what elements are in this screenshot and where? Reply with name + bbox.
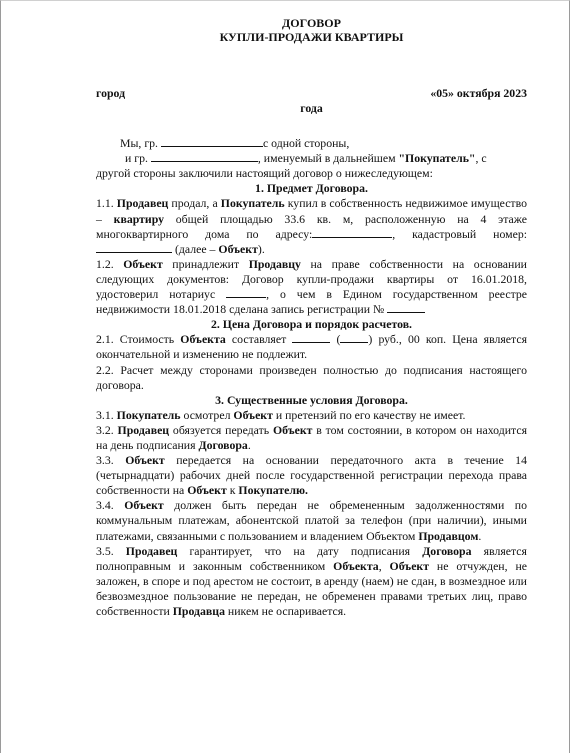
- clause-text: гарантирует, что на дату подписания: [177, 543, 423, 558]
- clause-bold: квартиру: [113, 211, 165, 226]
- contract-document: [96, 16, 527, 619]
- clause-1-2: [96, 257, 527, 317]
- address-blank: [312, 227, 392, 238]
- clause-text: 3.4.: [96, 498, 125, 513]
- clause-bold: Объект: [125, 453, 165, 468]
- clause-3-2: [96, 423, 527, 453]
- cadastral-number-blank: [96, 242, 172, 253]
- clause-text: , кадастровый номер:: [392, 226, 528, 241]
- clause-bold: Объект: [124, 498, 164, 513]
- clause-text: (: [330, 332, 341, 347]
- clause-text: ) руб., 00 коп. Цена является окончательной и изменению не подлежит.: [96, 332, 528, 362]
- clause-3-3: [96, 453, 527, 498]
- clause-bold: Договора: [422, 543, 472, 558]
- clause-text: (далее –: [172, 241, 219, 256]
- clause-text: 3.1.: [96, 407, 117, 422]
- clause-bold: Объект: [233, 407, 273, 422]
- clause-bold: Продавцом: [418, 528, 479, 543]
- clause-2-2: 2.2. Расчет между сторонами произведен полностью до подписания настоящего договора.: [96, 362, 527, 392]
- clause-3-5: [96, 544, 527, 619]
- buyer-name-blank: [151, 151, 258, 162]
- clause-text: в том состоянии, в котором он находится на день подписания: [96, 422, 528, 452]
- section-3-heading: 3. Существенные условия Договора.: [215, 392, 408, 407]
- intro-text: и гр.: [125, 151, 148, 166]
- price-words-blank: [340, 332, 368, 343]
- clause-bold: Покупатель: [116, 407, 181, 422]
- section-2-heading: 2. Цена Договора и порядок расчетов.: [210, 317, 413, 332]
- clause-3-4: [96, 498, 527, 543]
- clause-bold: Объект: [272, 422, 313, 437]
- clause-text: ).: [257, 241, 265, 256]
- clause-text: продал, а: [168, 196, 221, 211]
- clause-bold: Объект: [123, 256, 163, 271]
- contract-date: «05» октября 2023: [430, 86, 527, 100]
- clause-text: на праве собственности на основании следующих документов: Договор купли-продажи квартиры от 16.01.2018, удостоверил нотариус: [96, 256, 527, 302]
- clause-bold: Объекта: [333, 558, 379, 573]
- clause-bold: Объект: [389, 558, 430, 573]
- intro-paragraph: [96, 136, 527, 181]
- document-title: ДОГОВОР: [282, 16, 341, 30]
- clause-text: обязуется передать: [169, 422, 273, 437]
- year-word: года: [300, 101, 323, 115]
- clause-text: .: [247, 437, 251, 452]
- clause-text: к: [226, 483, 239, 498]
- section-1-heading: 1. Предмет Договора.: [255, 181, 368, 196]
- clause-bold: Покупатель: [220, 196, 285, 211]
- clause-text: 1.1.: [96, 196, 117, 211]
- clause-text: должен быть передан не обремененным задолженностями по коммунальным платежам, абонентской платой за телефон (при наличии), иными платежами, связанными с пользованием и владением Объектом: [96, 498, 527, 543]
- clause-bold: Продавец: [125, 543, 178, 558]
- buyer-term: "Покупатель": [398, 151, 476, 166]
- clause-text: ,: [378, 558, 390, 573]
- intro-text: с одной стороны,: [262, 136, 350, 151]
- clause-text: принадлежит: [162, 256, 249, 271]
- seller-name-blank: [161, 136, 263, 147]
- intro-text: , именуемый в дальнейшем: [257, 151, 399, 166]
- clause-1-1: [96, 196, 527, 256]
- clause-text: 3.5.: [96, 543, 126, 558]
- clause-bold: Договора: [198, 437, 248, 452]
- clause-3-1: [96, 408, 527, 423]
- place-date-row: [96, 86, 527, 101]
- registration-number-blank: [387, 302, 425, 313]
- clause-2-1: [96, 332, 527, 362]
- clause-bold: Объект: [218, 241, 258, 256]
- city-label: город: [96, 86, 126, 100]
- clause-text: 3.2.: [96, 422, 118, 437]
- clause-text: передается на основании передаточного акта в течение 14 (четырнадцати) рабочих дней после государственной регистрации перехода права собственности на: [96, 453, 527, 498]
- intro-line-2: [96, 151, 527, 166]
- clause-text: 3.3.: [96, 453, 126, 468]
- intro-text: Мы, гр.: [120, 136, 158, 151]
- clause-bold: Продавца: [172, 604, 225, 618]
- intro-line-1: [96, 136, 527, 151]
- clause-bold: Покупателю.: [238, 483, 308, 498]
- clause-text: не отчужден, не заложен, в споре и под арестом не состоит, в аренду (наем) не сдан, в возмездное или безвозмездное пользование не передан, не обременен правами третьих лиц, право собственности: [96, 558, 528, 618]
- clause-text: и претензий по его качеству не имеет.: [272, 407, 466, 422]
- clause-text: .: [478, 528, 482, 543]
- clause-bold: Продавец: [116, 196, 169, 211]
- clause-text: 1.2.: [96, 256, 124, 271]
- notary-blank: [226, 287, 266, 298]
- clause-text: никем не оспаривается.: [224, 604, 347, 618]
- clause-text: составляет: [225, 332, 293, 347]
- clause-text: , о чем в Едином государственном реестре недвижимости 18.01.2018 сделана запись регистрации №: [96, 287, 528, 317]
- clause-bold: Продавцу: [248, 256, 301, 271]
- clause-text: является полноправным и законным собственником: [96, 543, 527, 573]
- intro-text: , с: [475, 151, 487, 166]
- clause-text: осмотрел: [180, 407, 234, 422]
- price-blank: [292, 332, 330, 343]
- intro-line-3: другой стороны заключили настоящий договор о нижеследующем:: [96, 166, 433, 181]
- clause-text: 2.1. Стоимость: [96, 332, 181, 347]
- clause-bold: Объект: [187, 483, 227, 498]
- clause-text: купил в собственность недвижимое имущество –: [96, 196, 527, 226]
- clause-text: общей площадью 33.6 кв. м, расположенную на 4 этаже многоквартирного дома по адресу:: [96, 211, 527, 241]
- clause-bold: Продавец: [117, 422, 170, 437]
- clause-bold: Объекта: [180, 332, 226, 347]
- document-subtitle: КУПЛИ-ПРОДАЖИ КВАРТИРЫ: [219, 30, 404, 44]
